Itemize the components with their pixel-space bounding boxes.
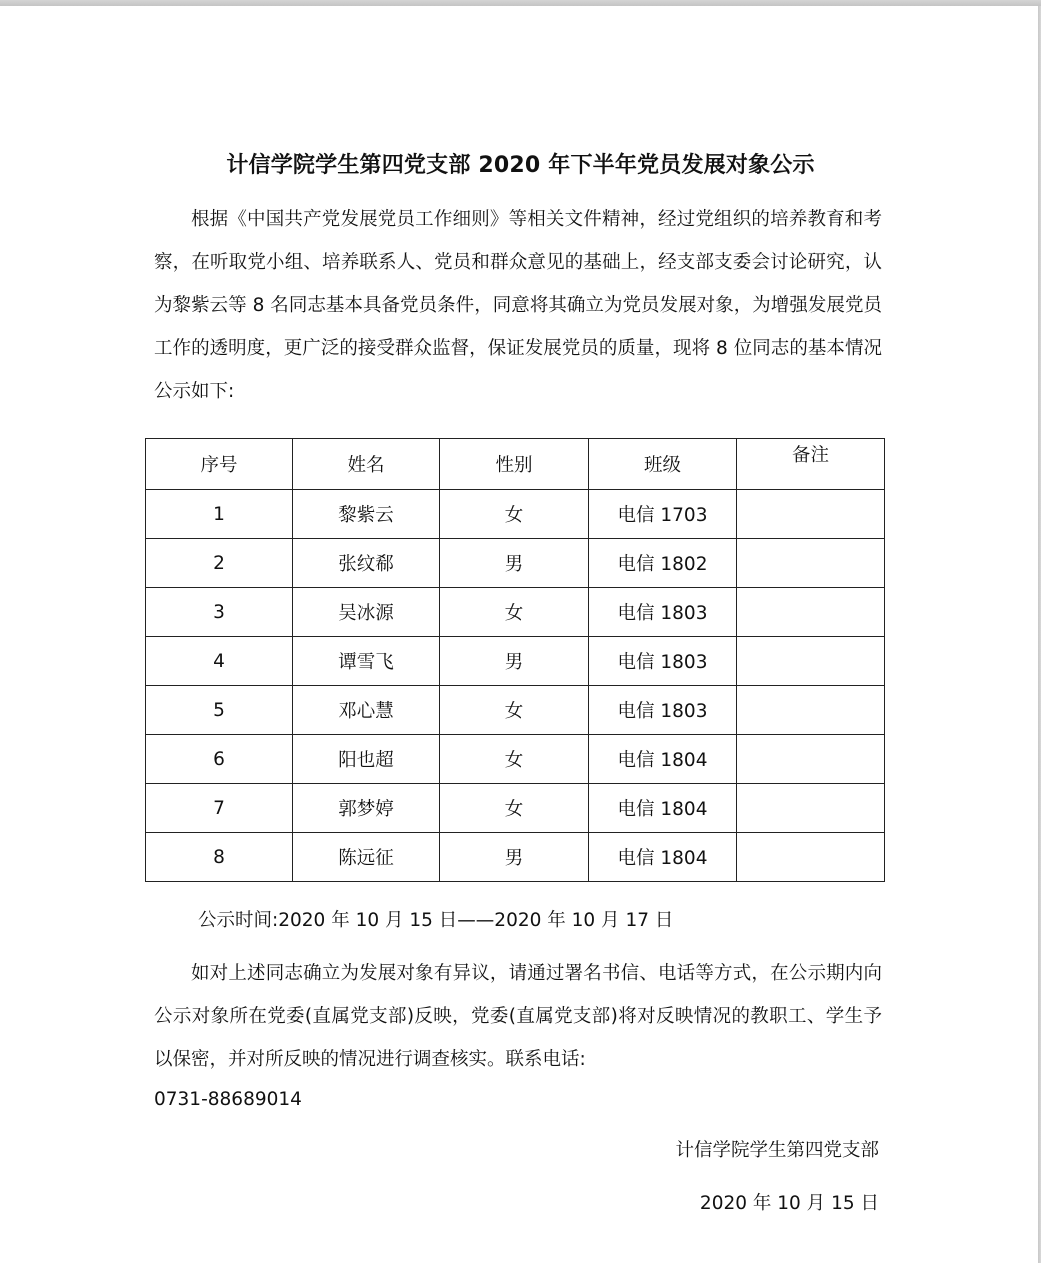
cell-gender: 男: [440, 637, 589, 686]
cell-name: 郭梦婷: [293, 784, 440, 833]
signature-date: 2020 年 10 月 15 日: [699, 1193, 879, 1214]
header-name: 姓名: [293, 439, 440, 490]
cell-name: 张纹郗: [293, 539, 440, 588]
cell-gender: 女: [440, 588, 589, 637]
cell-name: 陈远征: [293, 833, 440, 882]
table-row: [146, 784, 885, 833]
cell-gender: 男: [440, 539, 589, 588]
document-title: 计信学院学生第四党支部 2020 年下半年党员发展对象公示: [226, 153, 815, 178]
contact-phone: 0731-88689014: [154, 1089, 302, 1110]
signature-org: 计信学院学生第四党支部: [675, 1140, 879, 1161]
cell-no: 3: [146, 588, 293, 637]
cell-gender: 女: [440, 490, 589, 539]
table-row: [146, 637, 885, 686]
intro-paragraph: 根据《中国共产党发展党员工作细则》等相关文件精神，经过党组织的培养教育和考察，在听取党小组、培养联系人、党员和群众意见的基础上，经支部支委会讨论研究，认为黎紫云等 8 名同志基本具备党员条件，同意将其确立为党员发展对象，为增强发展党员工作的透明度，更广泛的接受群众监督，保证发展党员的质量，现将 8 位同志的基本情况公示如下:: [154, 209, 882, 402]
cell-note: [737, 784, 885, 833]
table-row: [146, 588, 885, 637]
cell-class: 电信 1803: [589, 637, 737, 686]
cell-name: 阳也超: [293, 735, 440, 784]
cell-no: 2: [146, 539, 293, 588]
cell-class: 电信 1804: [589, 784, 737, 833]
viewer-top-edge: [0, 0, 1041, 6]
header-note: 备注: [737, 439, 885, 490]
cell-no: 5: [146, 686, 293, 735]
table-row: [146, 539, 885, 588]
cell-gender: 男: [440, 833, 589, 882]
cell-no: 1: [146, 490, 293, 539]
cell-gender: 女: [440, 735, 589, 784]
cell-note: [737, 539, 885, 588]
cell-note: [737, 735, 885, 784]
cell-gender: 女: [440, 686, 589, 735]
table-row: [146, 686, 885, 735]
header-class: 班级: [589, 439, 737, 490]
cell-note: [737, 833, 885, 882]
cell-class: 电信 1803: [589, 588, 737, 637]
cell-class: 电信 1804: [589, 735, 737, 784]
cell-name: 黎紫云: [293, 490, 440, 539]
cell-class: 电信 1802: [589, 539, 737, 588]
cell-class: 电信 1804: [589, 833, 737, 882]
cell-no: 8: [146, 833, 293, 882]
cell-name: 谭雪飞: [293, 637, 440, 686]
cell-name: 吴冰源: [293, 588, 440, 637]
cell-note: [737, 490, 885, 539]
cell-class: 电信 1803: [589, 686, 737, 735]
cell-gender: 女: [440, 784, 589, 833]
table-header-row: [146, 439, 885, 490]
cell-class: 电信 1703: [589, 490, 737, 539]
table-row: [146, 735, 885, 784]
table-row: [146, 490, 885, 539]
cell-no: 7: [146, 784, 293, 833]
candidate-table: [145, 438, 885, 882]
cell-name: 邓心慧: [293, 686, 440, 735]
cell-note: [737, 686, 885, 735]
objection-paragraph: 如对上述同志确立为发展对象有异议，请通过署名书信、电话等方式，在公示期内向公示对象所在党委(直属党支部)反映，党委(直属党支部)将对反映情况的教职工、学生予以保密，并对所反映的情况进行调查核实。联系电话:: [154, 963, 882, 1070]
cell-note: [737, 637, 885, 686]
header-gender: 性别: [440, 439, 589, 490]
publicity-period: 公示时间:2020 年 10 月 15 日——2020 年 10 月 17 日: [198, 910, 674, 931]
header-no: 序号: [146, 439, 293, 490]
cell-note: [737, 588, 885, 637]
cell-no: 6: [146, 735, 293, 784]
cell-no: 4: [146, 637, 293, 686]
table-row: [146, 833, 885, 882]
